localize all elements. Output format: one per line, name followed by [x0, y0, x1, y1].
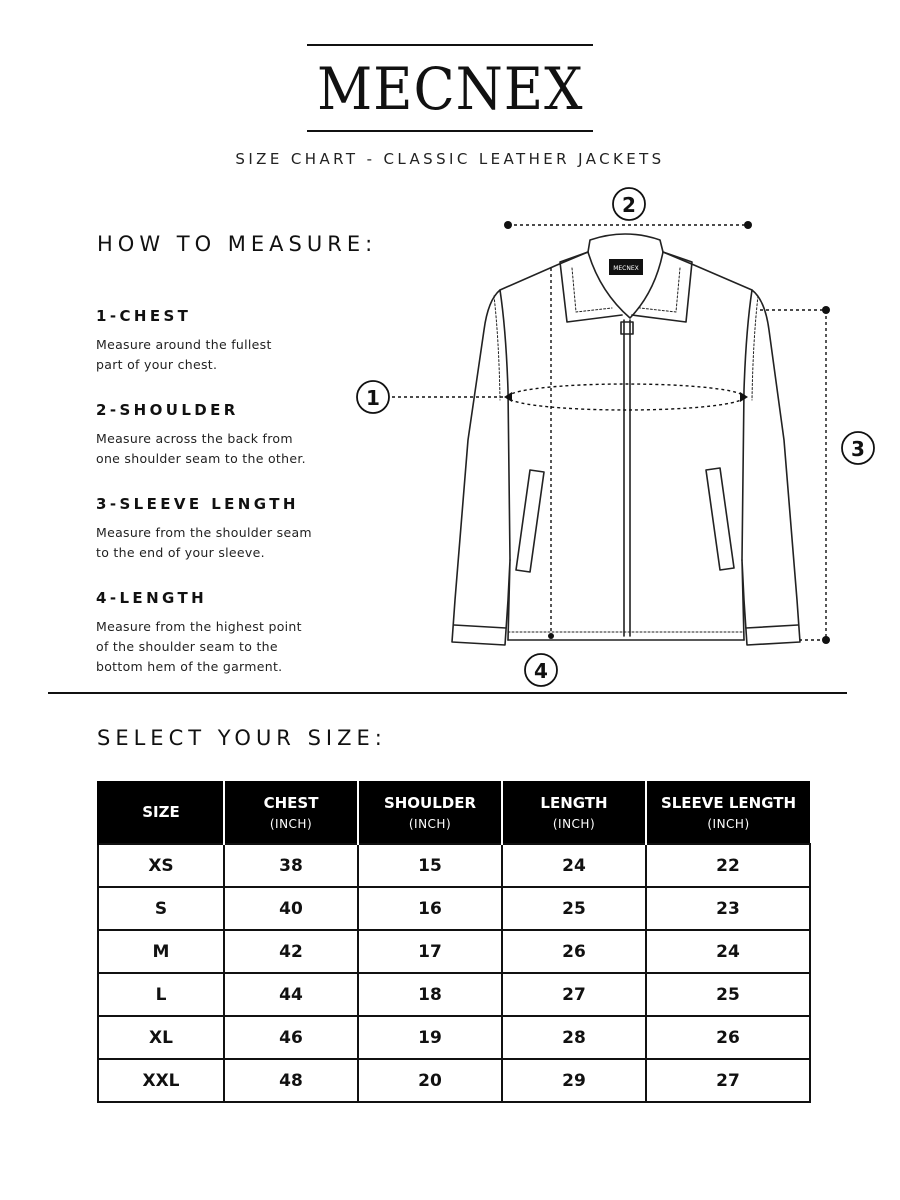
cell-chest: 40	[224, 887, 358, 930]
marker-number: 2	[622, 193, 636, 217]
step-desc-line: one shoulder seam to the other.	[96, 451, 306, 466]
zipper	[624, 320, 630, 636]
cell-sleeve-length: 24	[646, 930, 810, 973]
table-row	[98, 1059, 810, 1102]
marker-number: 3	[851, 437, 865, 461]
marker-1	[357, 381, 389, 413]
cell-chest: 38	[224, 844, 358, 887]
step-chest	[96, 307, 346, 375]
table-row	[98, 973, 810, 1016]
cell-length: 27	[502, 973, 646, 1016]
step-desc-line: Measure across the back from	[96, 431, 293, 446]
table-row	[98, 1016, 810, 1059]
cell-shoulder: 16	[358, 887, 502, 930]
step-title: 1-CHEST	[96, 307, 192, 325]
cell-chest: 46	[224, 1016, 358, 1059]
marker-2	[613, 188, 645, 220]
cell-chest: 44	[224, 973, 358, 1016]
measure-steps	[96, 307, 346, 703]
cell-length: 28	[502, 1016, 646, 1059]
header-shoulder: SHOULDER (INCH)	[358, 781, 502, 844]
cell-sleeve-length: 26	[646, 1016, 810, 1059]
cell-size: S	[98, 887, 224, 930]
cell-shoulder: 17	[358, 930, 502, 973]
cell-size: XL	[98, 1016, 224, 1059]
cell-sleeve-length: 25	[646, 973, 810, 1016]
right-pocket	[706, 468, 734, 570]
step-desc-line: to the end of your sleeve.	[96, 545, 265, 560]
step-title: 4-LENGTH	[96, 589, 208, 607]
section-divider	[48, 692, 847, 694]
cell-size: XS	[98, 844, 224, 887]
step-desc-line: Measure around the fullest	[96, 337, 272, 352]
step-description	[96, 617, 346, 677]
cell-chest: 42	[224, 930, 358, 973]
cell-size: L	[98, 973, 224, 1016]
cell-length: 26	[502, 930, 646, 973]
step-desc-line: bottom hem of the garment.	[96, 659, 283, 674]
page-subtitle: SIZE CHART - CLASSIC LEATHER JACKETS	[235, 150, 665, 168]
jacket-left-outline	[452, 252, 588, 645]
cell-length: 25	[502, 887, 646, 930]
right-cuff	[746, 625, 798, 628]
cell-shoulder: 18	[358, 973, 502, 1016]
left-cuff	[454, 625, 506, 628]
size-chart-table	[97, 781, 811, 1103]
how-to-measure-title: HOW TO MEASURE:	[97, 232, 378, 256]
step-length	[96, 589, 346, 677]
table-header-row	[98, 781, 810, 844]
step-description	[96, 523, 346, 563]
table-row	[98, 887, 810, 930]
header-size: SIZE	[98, 781, 224, 844]
step-description	[96, 429, 346, 469]
brand-logo	[307, 44, 593, 132]
jacket-right-outline	[663, 252, 800, 645]
cell-shoulder: 19	[358, 1016, 502, 1059]
header-length: LENGTH (INCH)	[502, 781, 646, 844]
marker-3	[842, 432, 874, 464]
table-row	[98, 844, 810, 887]
header-sleeve-length: SLEEVE LENGTH (INCH)	[646, 781, 810, 844]
step-description	[96, 335, 346, 375]
step-desc-line: part of your chest.	[96, 357, 218, 372]
cell-sleeve-length: 27	[646, 1059, 810, 1102]
cell-shoulder: 20	[358, 1059, 502, 1102]
cell-length: 24	[502, 844, 646, 887]
marker-number: 1	[366, 386, 380, 410]
cell-length: 29	[502, 1059, 646, 1102]
cell-sleeve-length: 23	[646, 887, 810, 930]
table-row	[98, 930, 810, 973]
step-sleeve-length	[96, 495, 346, 563]
cell-chest: 48	[224, 1059, 358, 1102]
jacket-collar	[588, 234, 663, 318]
left-armhole-seam	[500, 290, 510, 560]
cell-size: M	[98, 930, 224, 973]
step-title: 2-SHOULDER	[96, 401, 239, 419]
marker-number: 4	[534, 659, 548, 683]
header-chest: CHEST (INCH)	[224, 781, 358, 844]
brand-name: MECNEX	[317, 55, 584, 123]
jacket-diagram	[340, 180, 900, 690]
jacket-label-tag: MECNEX	[613, 265, 639, 272]
left-pocket	[516, 470, 544, 572]
step-desc-line: of the shoulder seam to the	[96, 639, 278, 654]
marker-4	[525, 654, 557, 686]
select-size-title: SELECT YOUR SIZE:	[97, 726, 387, 750]
cell-sleeve-length: 22	[646, 844, 810, 887]
step-title: 3-SLEEVE LENGTH	[96, 495, 299, 513]
right-armhole-seam	[742, 290, 752, 560]
step-desc-line: Measure from the shoulder seam	[96, 525, 312, 540]
cell-size: XXL	[98, 1059, 224, 1102]
cell-shoulder: 15	[358, 844, 502, 887]
step-shoulder	[96, 401, 346, 469]
brand-rule-bottom	[307, 130, 593, 132]
step-desc-line: Measure from the highest point	[96, 619, 302, 634]
